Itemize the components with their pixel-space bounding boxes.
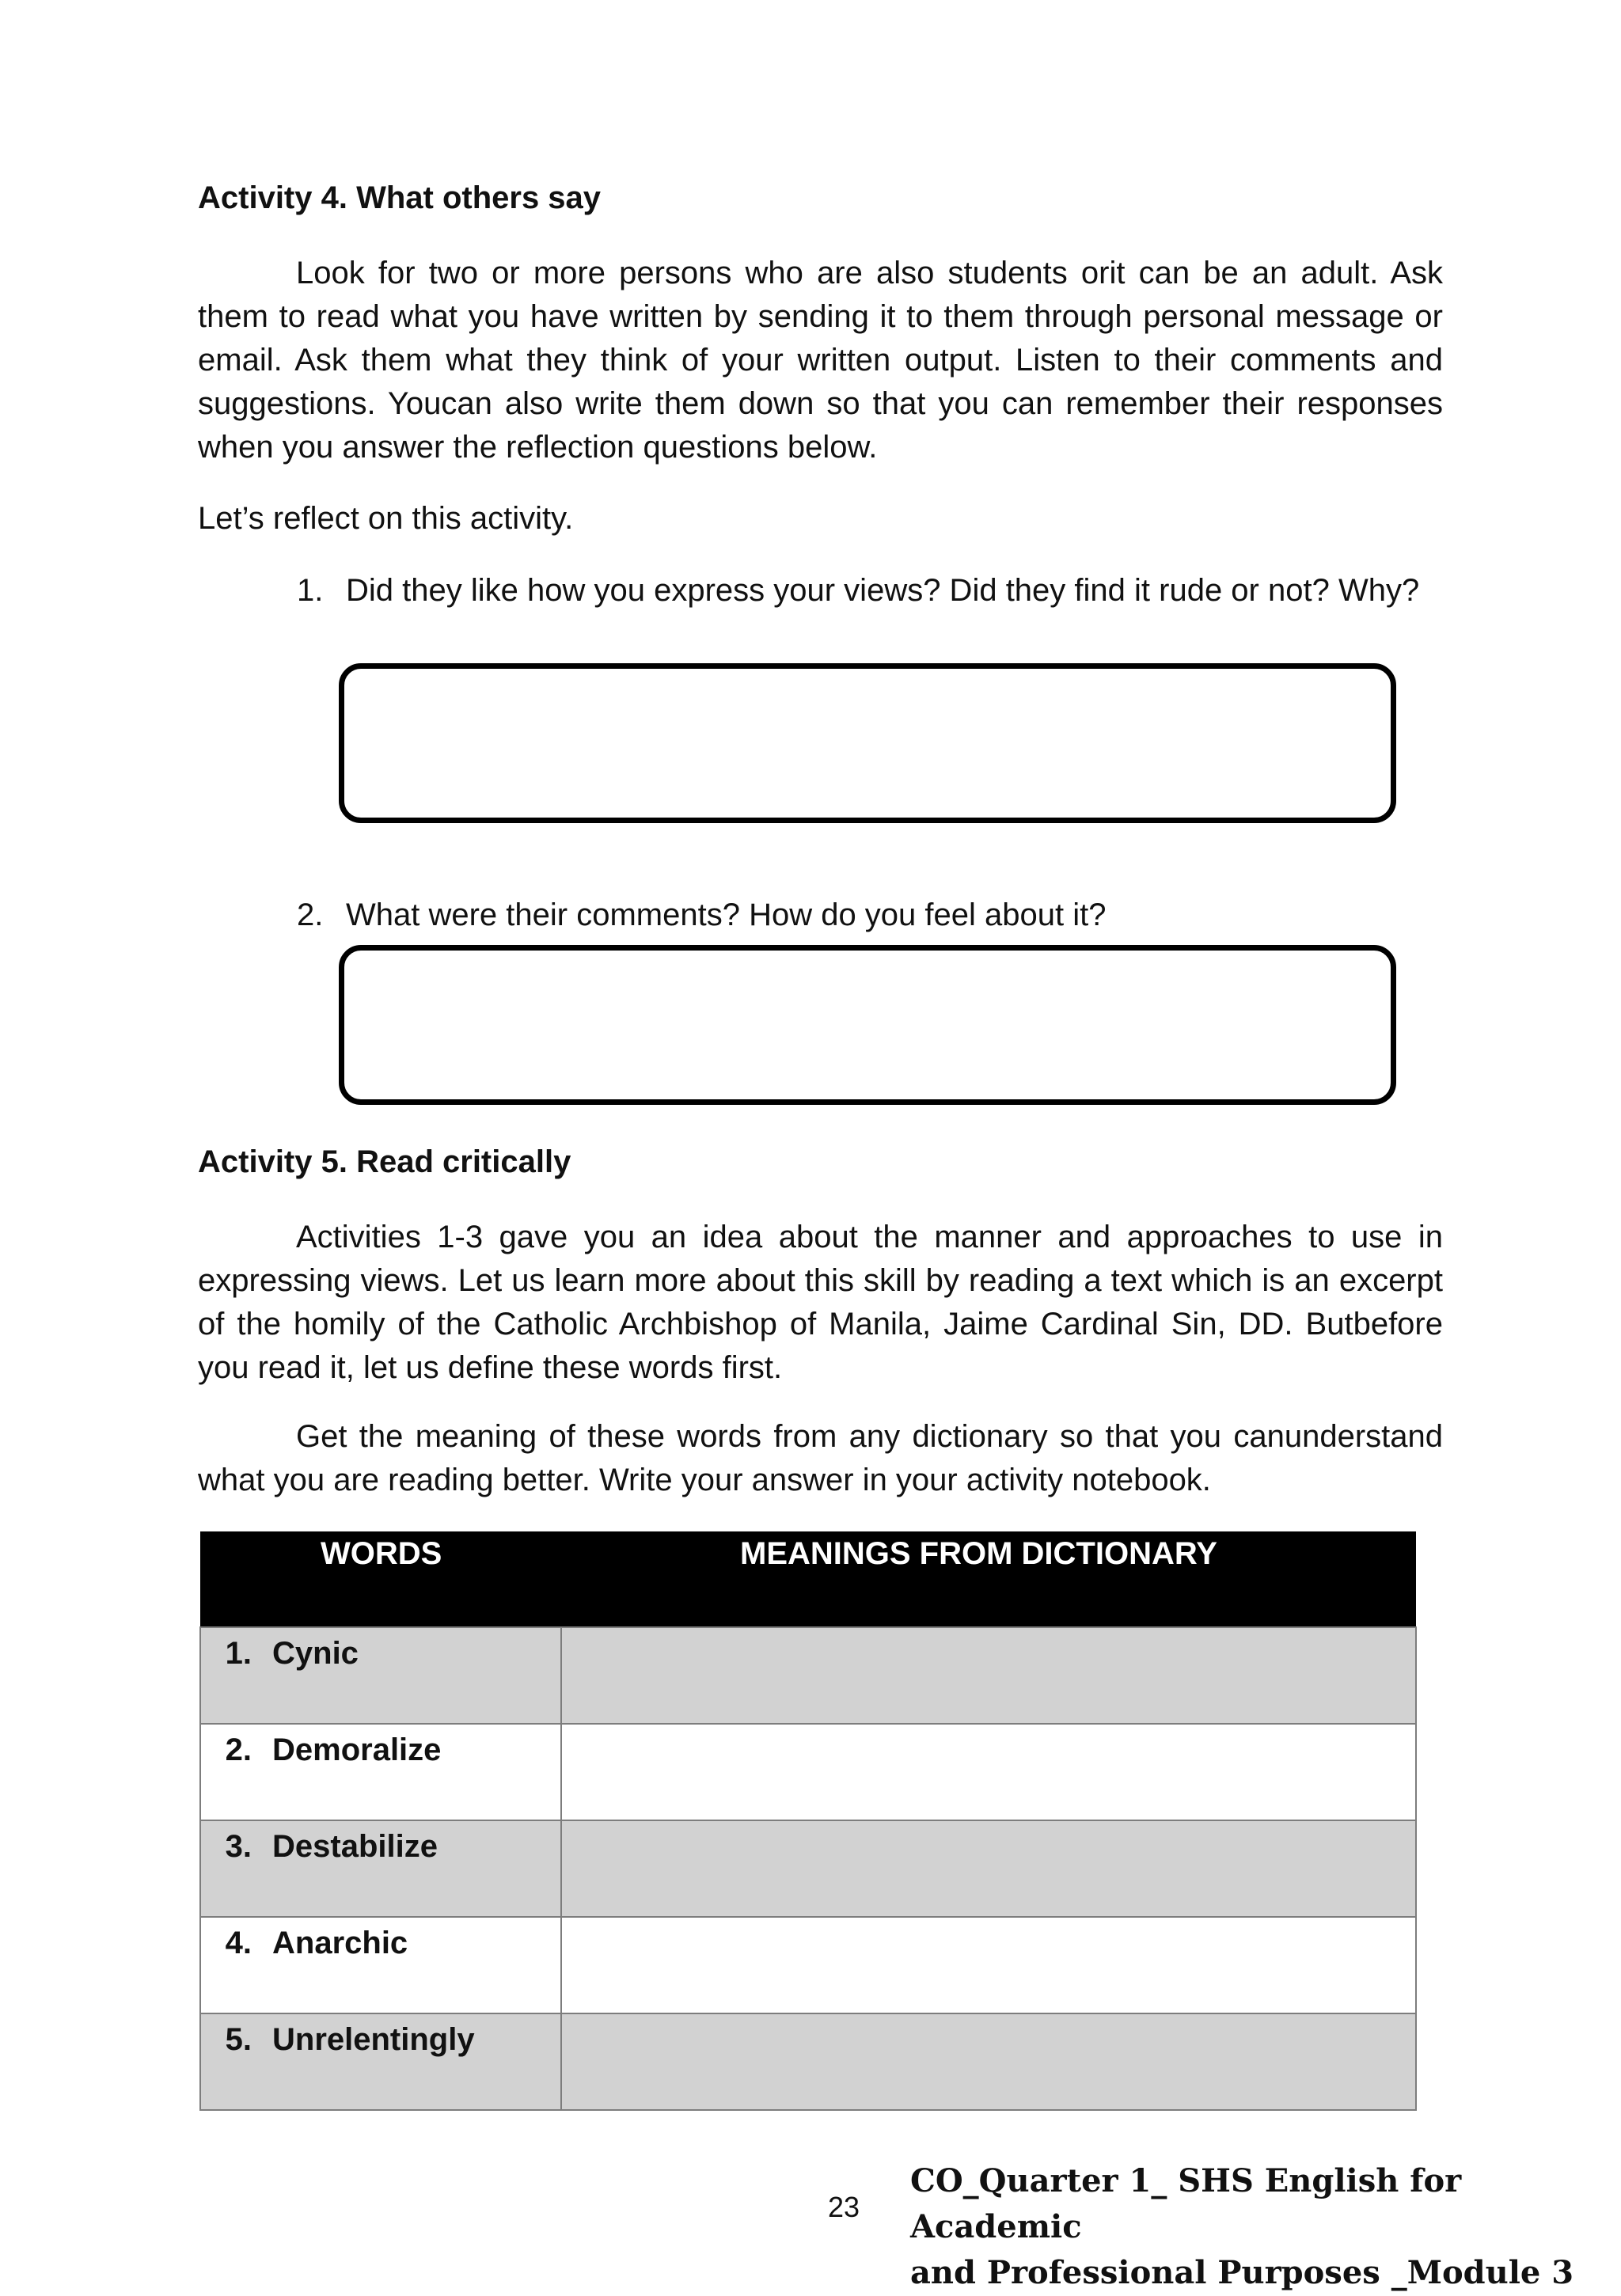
word-label: Demoralize	[272, 1732, 442, 1767]
reflect-intro: Let’s reflect on this activity.	[198, 501, 574, 536]
activity5-paragraph-1	[198, 1216, 1443, 1390]
question-text: Did they like how you express your views? Did they find it rude or not? Why?	[346, 573, 1420, 608]
word-label: Destabilize	[272, 1829, 438, 1864]
word-cell	[200, 1724, 561, 1820]
question-number: 1.	[297, 573, 324, 608]
words-table	[199, 1531, 1417, 2111]
meaning-cell[interactable]	[561, 1724, 1416, 1820]
footer-title-line1: CO_Quarter 1_ SHS English for Academic	[910, 2162, 1462, 2245]
activity5-paragraph-2	[198, 1415, 1443, 1502]
question-2	[297, 893, 1452, 940]
answer-box-2[interactable]	[339, 945, 1396, 1105]
question-1	[297, 568, 1452, 663]
table-row	[200, 1820, 1416, 1917]
word-cell	[200, 1917, 561, 2013]
activity4-heading: Activity 4. What others say	[198, 180, 602, 215]
question-text: What were their comments? How do you feel about it?	[346, 898, 1107, 932]
table-row	[200, 1917, 1416, 2013]
table-row	[200, 1724, 1416, 1820]
activity5-paragraph-2-text: Get the meaning of these words from any dictionary so that you canunderstand what you are reading better. Write your answer in your activity notebook.	[198, 1419, 1443, 1497]
word-number: 4.	[225, 1926, 252, 1960]
word-cell	[200, 1627, 561, 1724]
header-meanings: MEANINGS FROM DICTIONARY	[561, 1531, 1416, 1627]
word-cell	[200, 1820, 561, 1917]
word-label: Unrelentingly	[272, 2022, 475, 2057]
table-row	[200, 1627, 1416, 1724]
question-number: 2.	[297, 898, 324, 932]
page-number: 23	[828, 2191, 860, 2223]
word-number: 2.	[225, 1732, 252, 1767]
footer-title-line2: and Professional Purposes _Module 3	[910, 2254, 1574, 2291]
meaning-cell[interactable]	[561, 1627, 1416, 1724]
word-label: Cynic	[272, 1636, 359, 1671]
activity4-paragraph	[198, 252, 1443, 469]
answer-box-1[interactable]	[339, 663, 1396, 823]
footer-title	[910, 2158, 1607, 2296]
word-cell	[200, 2013, 561, 2110]
meaning-cell[interactable]	[561, 1820, 1416, 1917]
word-number: 5.	[225, 2022, 252, 2057]
meaning-cell[interactable]	[561, 2013, 1416, 2110]
word-number: 1.	[225, 1636, 252, 1671]
header-words: WORDS	[200, 1531, 561, 1627]
activity5-paragraph-1-text: Activities 1-3 gave you an idea about the manner and approaches to use in expressing views. Let us learn more about this skill by reading a text which is an excerpt of the homily of the Catholic Archbishop of Manila, Jaime Cardinal Sin, DD. Butbefore you read it, let us define these words first.	[198, 1220, 1443, 1385]
table-header-row	[200, 1531, 1416, 1627]
table-row	[200, 2013, 1416, 2110]
activity5-heading: Activity 5. Read critically	[198, 1144, 571, 1179]
word-label: Anarchic	[272, 1926, 408, 1960]
activity4-paragraph-text: Look for two or more persons who are also students orit can be an adult. Ask them to read what you have written by sending it to them through personal message or email. Ask them what they think of your written output. Listen to their comments and suggestions. Youcan also write them down so that you can remember their responses when you answer the reflection questions below.	[198, 256, 1443, 465]
word-number: 3.	[225, 1829, 252, 1864]
meaning-cell[interactable]	[561, 1917, 1416, 2013]
